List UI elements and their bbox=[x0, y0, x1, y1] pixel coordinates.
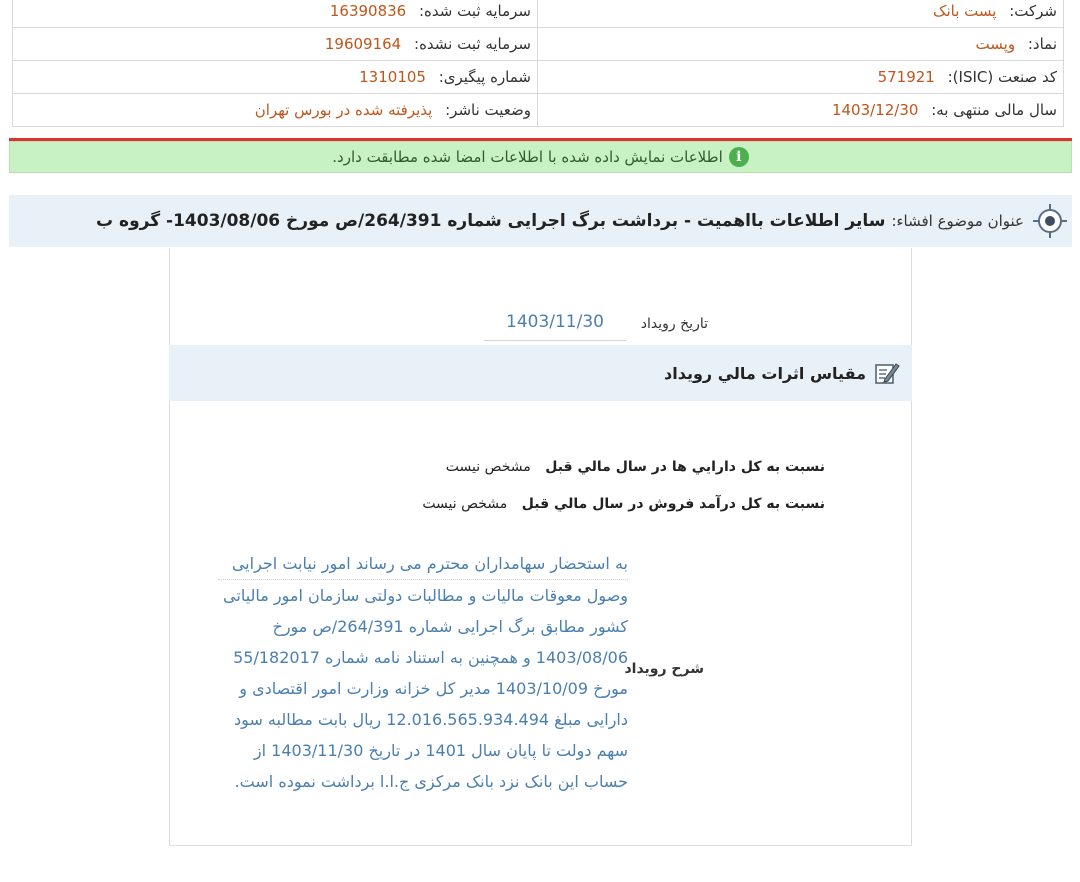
description-line: حساب این بانک نزد بانک مرکزی ج.ا.ا برداشت نموده است. bbox=[234, 772, 628, 791]
subject-value: سایر اطلاعات بااهمیت - برداشت برگ اجرایی شماره 264/391/ص مورخ 1403/08/06- گروه ب bbox=[96, 211, 886, 231]
description-line: مورخ 1403/10/09 مدیر کل خزانه وزارت امور اقتصادی و bbox=[239, 679, 628, 698]
fiscal-year-cell bbox=[538, 94, 1064, 127]
info-icon: i bbox=[729, 147, 749, 167]
symbol-value[interactable]: وپست bbox=[975, 35, 1016, 53]
disclosure-subject-bar bbox=[9, 195, 1072, 247]
company-info-table bbox=[12, 0, 1064, 127]
description-line: به استحضار سهامداران محترم می رساند امور نیابت اجرایی bbox=[218, 548, 628, 580]
unregistered-capital-cell bbox=[13, 28, 538, 61]
registered-capital-label: سرمایه ثبت شده: bbox=[419, 2, 531, 20]
ratio-revenue-row bbox=[422, 496, 825, 512]
table-row bbox=[13, 0, 1064, 28]
fiscal-year-value: 1403/12/30 bbox=[831, 101, 919, 119]
company-name-cell bbox=[538, 0, 1064, 28]
description-line: دارایی مبلغ 12.016.565.934.494 ریال بابت مطالبه سود bbox=[234, 710, 628, 729]
registered-capital-value: 16390836 bbox=[329, 2, 407, 20]
event-date-label: تاريخ رويداد bbox=[640, 316, 708, 332]
section-title: مقياس اثرات مالي رويداد bbox=[664, 363, 866, 383]
symbol-cell bbox=[538, 28, 1064, 61]
edit-document-icon bbox=[874, 360, 900, 386]
verification-text: اطلاعات نمایش داده شده با اطلاعات امضا شده مطابقت دارد. bbox=[332, 148, 723, 166]
tracking-number-value: 1310105 bbox=[359, 68, 426, 86]
description-line: 1403/08/06 و همچنین به استناد نامه شماره 55/182017 bbox=[233, 648, 628, 667]
financial-impact-header bbox=[169, 345, 912, 401]
table-row bbox=[13, 61, 1064, 94]
ratio-assets-label: نسبت به کل دارايي ها در سال مالي قبل bbox=[545, 459, 825, 475]
registered-capital-cell bbox=[13, 0, 538, 28]
tracking-number-cell bbox=[13, 61, 538, 94]
isic-label: کد صنعت (ISIC): bbox=[947, 68, 1057, 86]
verification-banner bbox=[9, 141, 1072, 173]
symbol-label: نماد: bbox=[1027, 35, 1057, 53]
table-row bbox=[13, 28, 1064, 61]
subject-label: عنوان موضوع افشاء: bbox=[891, 212, 1024, 230]
ratio-revenue-label: نسبت به کل درآمد فروش در سال مالي قبل bbox=[521, 496, 825, 512]
ratio-revenue-value: مشخص نيست bbox=[422, 496, 508, 512]
description-line: سهم دولت تا پایان سال 1401 در تاریخ 1403/11/30 از bbox=[253, 741, 628, 760]
publisher-status-value: پذیرفته شده در بورس تهران bbox=[254, 101, 433, 119]
unregistered-capital-label: سرمایه ثبت نشده: bbox=[414, 35, 531, 53]
isic-cell bbox=[538, 61, 1064, 94]
description-line: وصول معوقات مالیات و مطالبات دولتی سازمان امور مالیاتی bbox=[223, 586, 628, 605]
publisher-status-cell bbox=[13, 94, 538, 127]
company-name-value[interactable]: پست بانک bbox=[933, 2, 997, 20]
description-label: شرح رويداد bbox=[624, 661, 704, 677]
event-date-value: 1403/11/30 bbox=[484, 306, 626, 341]
isic-value: 571921 bbox=[877, 68, 935, 86]
event-description bbox=[218, 548, 628, 797]
tracking-number-label: شماره پیگیری: bbox=[438, 68, 531, 86]
table-row bbox=[13, 94, 1064, 127]
description-line: کشور مطابق برگ اجرایی شماره 264/391/ص مورخ bbox=[272, 617, 628, 636]
unregistered-capital-value: 19609164 bbox=[324, 35, 402, 53]
ratio-assets-value: مشخص نيست bbox=[445, 459, 531, 475]
target-icon bbox=[1032, 203, 1068, 239]
fiscal-year-label: سال مالی منتهی به: bbox=[931, 101, 1057, 119]
publisher-status-label: وضعیت ناشر: bbox=[445, 101, 531, 119]
company-name-label: شرکت: bbox=[1009, 2, 1057, 20]
ratio-assets-row bbox=[446, 459, 825, 475]
